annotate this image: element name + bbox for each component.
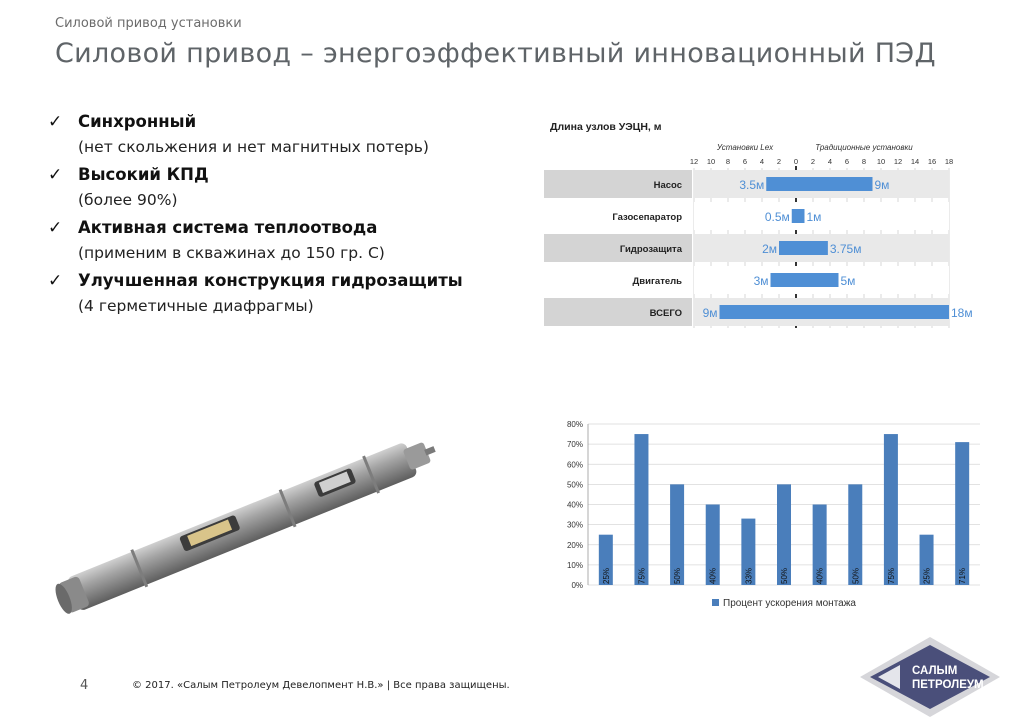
feature-title: Синхронный: [78, 112, 197, 131]
tick-label: 6: [742, 157, 748, 166]
bar-lex-label: 3.5м: [739, 178, 765, 192]
tick-label: 18: [944, 157, 954, 166]
bar-lex-label: 9м: [702, 306, 718, 320]
accel-bar-label: 25%: [601, 567, 611, 584]
bar-lex: [766, 177, 796, 191]
tick-label: 2: [810, 157, 816, 166]
page-number: 4: [80, 678, 89, 693]
bar-traditional-label: 9м: [874, 178, 890, 192]
accel-chart: [548, 410, 994, 620]
category-label: Насос: [653, 180, 682, 191]
accel-bar-label: 40%: [708, 567, 718, 584]
accel-bar-label: 75%: [637, 567, 647, 584]
legend-swatch: [712, 599, 719, 606]
tick-label: 4: [827, 157, 833, 166]
tick-label: 4: [759, 157, 765, 166]
y-tick-label: 70%: [566, 440, 583, 450]
logo-text-line1: САЛЫМ: [912, 665, 958, 677]
accel-bar-label: 40%: [815, 567, 825, 584]
bar-lex: [779, 241, 796, 255]
tick-label: 12: [689, 157, 699, 166]
bar-lex-label: 0.5м: [764, 210, 790, 224]
feature-list: [48, 112, 518, 324]
tick-label: 8: [725, 157, 731, 166]
right-group-label: Традиционные установки: [815, 143, 913, 152]
length-chart: [540, 110, 1000, 346]
bar-traditional-label: 3.75м: [829, 242, 862, 256]
company-logo: [860, 637, 1000, 721]
accel-bar-label: 50%: [780, 567, 789, 584]
accel-bar-label: 50%: [851, 567, 861, 584]
feature-item: [48, 112, 518, 156]
motor-body: [51, 430, 442, 615]
bar-traditional: [796, 273, 839, 287]
check-icon: ✓: [48, 165, 63, 185]
bar-lex: [720, 305, 797, 319]
feature-title: Улучшенная конструкция гидрозащиты: [78, 271, 463, 290]
left-group-label: Установки Lex: [716, 143, 774, 152]
copyright: © 2017. «Салым Петролеум Девелопмент Н.В.» | Все права защищены.: [132, 680, 510, 691]
category-label: Гидрозащита: [619, 244, 682, 255]
y-tick-label: 30%: [566, 520, 583, 530]
y-tick-label: 60%: [566, 460, 583, 470]
page-title: Силовой привод – энергоэффективный инновационный ПЭД: [55, 38, 936, 69]
check-icon: ✓: [48, 218, 63, 238]
feature-detail: (более 90%): [78, 191, 178, 209]
check-icon: ✓: [48, 271, 63, 291]
category-label: Газосепаратор: [612, 212, 682, 223]
bar-traditional: [796, 177, 873, 191]
accel-bar-label: 33%: [744, 567, 754, 584]
legend-label: Процент ускорения монтажа: [723, 598, 856, 609]
y-tick-label: 80%: [566, 420, 583, 429]
tick-label: 8: [861, 157, 867, 166]
y-tick-label: 10%: [566, 560, 583, 570]
bar-lex: [792, 209, 796, 223]
y-tick-label: 40%: [566, 500, 583, 510]
tick-label: 2: [776, 157, 782, 166]
feature-title: Высокий КПД: [78, 165, 209, 184]
length-chart-title: Длина узлов УЭЦН, м: [550, 121, 662, 133]
feature-item: [48, 165, 518, 209]
category-label: Двигатель: [632, 276, 682, 287]
logo-text-line2: ПЕТРОЛЕУМ: [912, 679, 984, 691]
tick-label: 14: [910, 157, 920, 166]
breadcrumb: Силовой привод установки: [55, 16, 242, 31]
accel-bar-label: 71%: [958, 567, 968, 584]
bar-traditional-label: 1м: [806, 210, 822, 224]
feature-detail: (применим в скважинах до 150 гр. С): [78, 244, 385, 262]
bar-lex-label: 3м: [753, 274, 769, 288]
feature-title: Активная система теплоотвода: [78, 218, 378, 237]
bar-traditional: [796, 241, 828, 255]
tick-label: 10: [876, 157, 886, 166]
bar-traditional-label: 5м: [840, 274, 856, 288]
accel-bar-label: 75%: [886, 567, 896, 584]
accel-bar-label: 25%: [922, 567, 932, 584]
feature-detail: (4 герметичные диафрагмы): [78, 297, 314, 315]
bar-traditional: [796, 209, 805, 223]
accel-bar-label: 50%: [673, 567, 683, 584]
tick-label: 0: [793, 157, 799, 166]
feature-detail: (нет скольжения и нет магнитных потерь): [78, 138, 429, 156]
tick-label: 12: [893, 157, 903, 166]
check-icon: ✓: [48, 112, 63, 132]
bar-traditional-label: 18м: [951, 306, 973, 320]
tick-label: 16: [927, 157, 937, 166]
accel-bar: [955, 442, 969, 585]
motor-illustration: [38, 430, 448, 619]
feature-item: [48, 271, 518, 315]
tick-label: 6: [844, 157, 850, 166]
bar-lex-label: 2м: [762, 242, 777, 256]
bar-lex: [771, 273, 797, 287]
y-tick-label: 20%: [566, 540, 583, 550]
feature-item: [48, 218, 518, 262]
row-band: [694, 202, 949, 230]
accel-bar: [884, 434, 898, 585]
bar-traditional: [796, 305, 949, 319]
y-tick-label: 50%: [566, 480, 583, 490]
category-label: ВСЕГО: [649, 308, 682, 319]
y-tick-label: 0%: [571, 581, 583, 590]
tick-label: 10: [706, 157, 716, 166]
accel-bar: [634, 434, 648, 585]
